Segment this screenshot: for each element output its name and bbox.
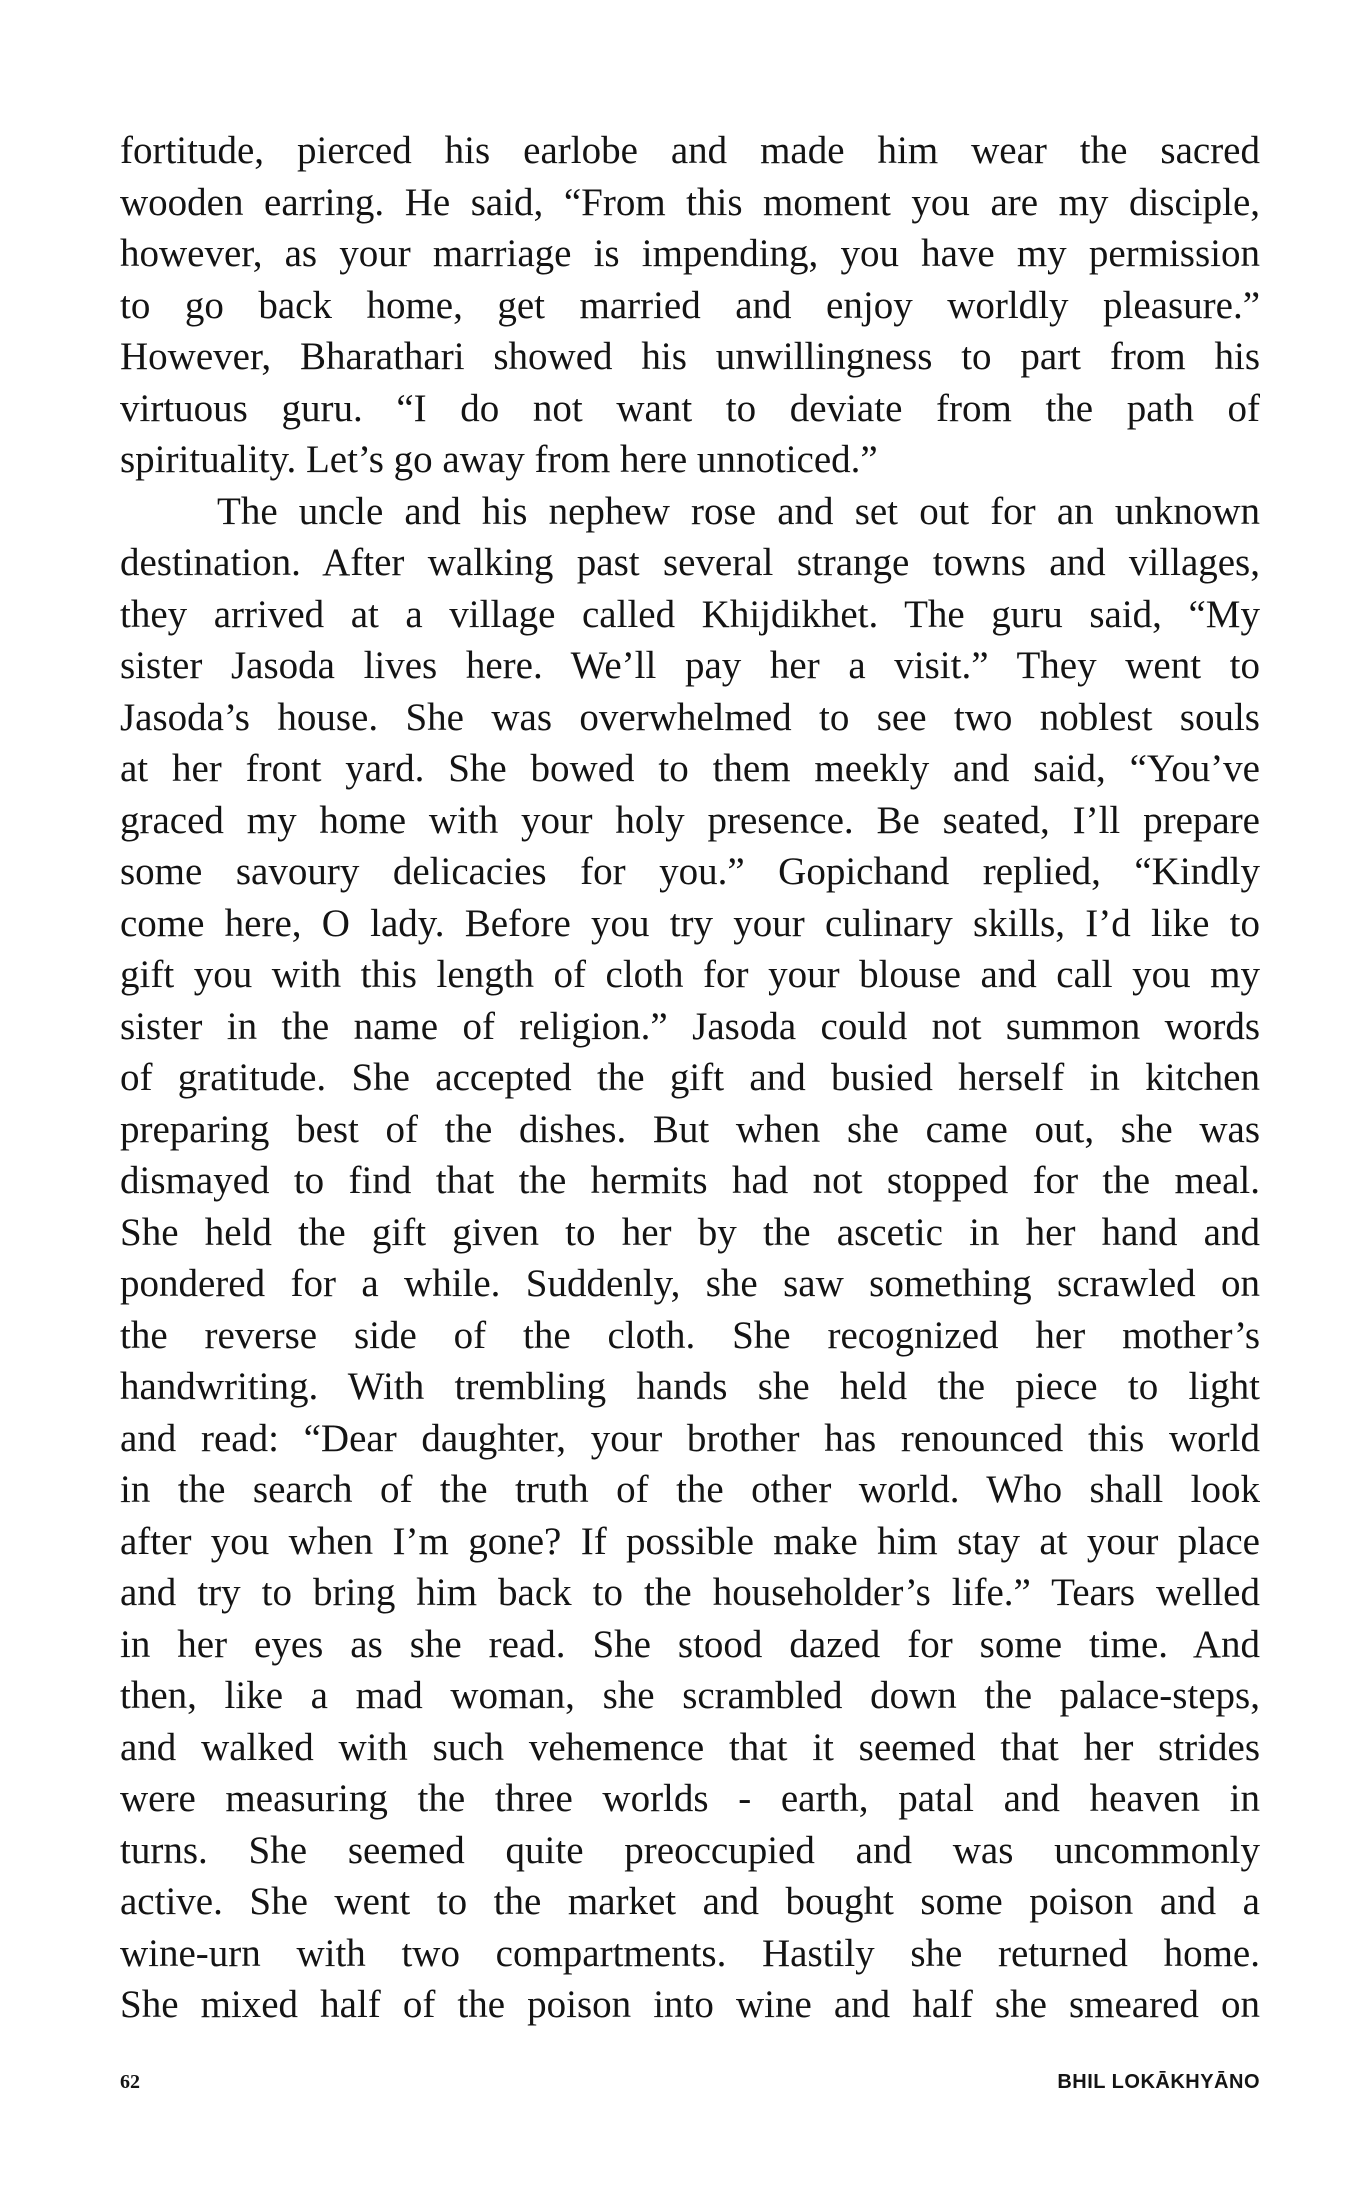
text-line: after you when I’m gone? If possible make him stay at your place: [120, 1519, 1260, 1563]
text-line: at her front yard. She bowed to them meekly and said, “You’ve: [120, 747, 1260, 790]
text-line: they arrived at a village called Khijdikhet. The guru said, “My: [120, 592, 1260, 636]
text-line: She held the gift given to her by the ascetic in her hand and: [120, 1210, 1260, 1254]
text-line: of gratitude. She accepted the gift and busied herself in kitchen: [120, 1056, 1260, 1099]
text-line: and read: “Dear daughter, your brother has renounced this world: [120, 1416, 1260, 1460]
text-line: to go back home, get married and enjoy worldly pleasure.”: [120, 283, 1260, 327]
text-line: gift you with this length of cloth for your blouse and call you my: [120, 953, 1260, 996]
text-line: the reverse side of the cloth. She recognized her mother’s: [120, 1313, 1260, 1357]
paragraph-1: [120, 125, 1260, 486]
text-line: spirituality. Let’s go away from here unnoticed.”: [120, 438, 878, 481]
text-line: and walked with such vehemence that it seemed that her strides: [120, 1725, 1260, 1769]
text-line: fortitude, pierced his earlobe and made him wear the sacred: [120, 129, 1260, 172]
text-line: However, Bharathari showed his unwillingness to part from his: [120, 335, 1260, 378]
paragraph-2: [120, 486, 1260, 2031]
text-line: then, like a mad woman, she scrambled down the palace-steps,: [120, 1674, 1260, 1717]
page-body: [120, 125, 1260, 2031]
text-line: virtuous guru. “I do not want to deviate from the path of: [120, 386, 1260, 430]
text-line: sister in the name of religion.” Jasoda could not summon words: [120, 1004, 1260, 1048]
text-line: in the search of the truth of the other world. Who shall look: [120, 1468, 1260, 1511]
text-line: wooden earring. He said, “From this moment you are my disciple,: [120, 180, 1260, 224]
running-title: BHIL LOKĀKHYĀNO: [1057, 2071, 1260, 2093]
text-line: wine-urn with two compartments. Hastily she returned home.: [120, 1931, 1260, 1975]
text-line: The uncle and his nephew rose and set out for an unknown: [217, 489, 1260, 533]
text-line: some savoury delicacies for you.” Gopichand replied, “Kindly: [120, 850, 1260, 893]
text-line: destination. After walking past several strange towns and villages,: [120, 541, 1260, 584]
text-line: sister Jasoda lives here. We’ll pay her a visit.” They went to: [120, 644, 1260, 687]
text-line: preparing best of the dishes. But when she came out, she was: [120, 1107, 1260, 1151]
text-line: handwriting. With trembling hands she held the piece to light: [120, 1365, 1260, 1408]
page-footer: [120, 2071, 1260, 2101]
page-number: 62: [120, 2071, 140, 2093]
text-line: She mixed half of the poison into wine and half she smeared on: [120, 1983, 1260, 2026]
text-line: come here, O lady. Before you try your culinary skills, I’d like to: [120, 901, 1260, 945]
text-line: graced my home with your holy presence. Be seated, I’ll prepare: [120, 798, 1260, 842]
text-line: however, as your marriage is impending, you have my permission: [120, 232, 1260, 275]
text-line: were measuring the three worlds - earth, patal and heaven in: [120, 1777, 1260, 1820]
text-line: pondered for a while. Suddenly, she saw something scrawled on: [120, 1262, 1260, 1305]
text-line: active. She went to the market and bought some poison and a: [120, 1880, 1260, 1923]
text-line: in her eyes as she read. She stood dazed for some time. And: [120, 1622, 1260, 1666]
text-line: and try to bring him back to the householder’s life.” Tears welled: [120, 1571, 1260, 1614]
text-line: turns. She seemed quite preoccupied and was uncommonly: [120, 1828, 1260, 1872]
text-line: dismayed to find that the hermits had not stopped for the meal.: [120, 1159, 1260, 1202]
text-line: Jasoda’s house. She was overwhelmed to see two noblest souls: [120, 695, 1260, 739]
